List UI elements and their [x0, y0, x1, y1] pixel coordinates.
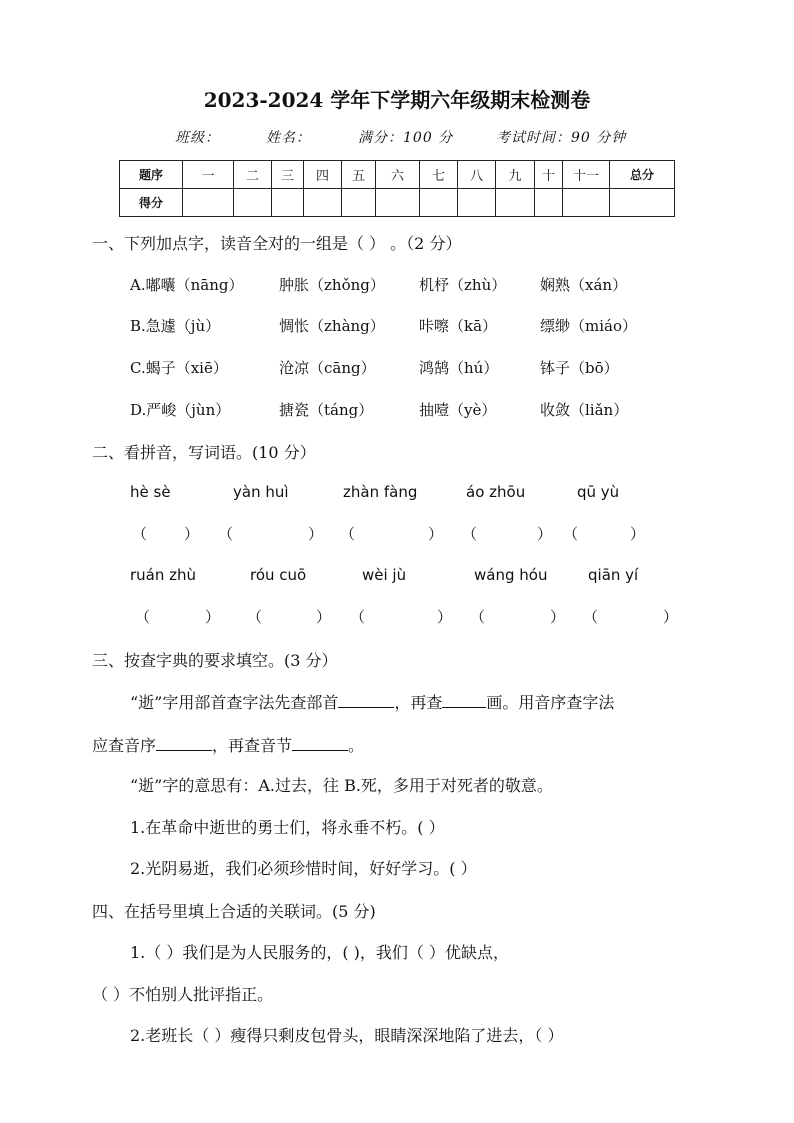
answer-paren-close: ） [550, 608, 566, 626]
pinyin-item: wáng hóu [474, 566, 548, 584]
answer-paren-open: （ [563, 525, 579, 543]
q1-option-a: A.嘟囔（nāng） [130, 276, 244, 294]
q4-item-1-cont: （ ）不怕别人批评指正。 [92, 985, 274, 1004]
answer-paren-close: ） [630, 525, 646, 543]
q3-meaning-line: “逝”字的意思有：A.过去，往 B.死，多用于对死者的敬意。 [130, 776, 553, 795]
q3-text: ，再查 [394, 693, 443, 712]
pinyin-item: qiān yí [588, 566, 639, 584]
q1-word: 钵子（bō） [540, 359, 619, 377]
pinyin-item: wèi jù [362, 566, 407, 584]
q1-option-b: B.急遽（jù） [130, 317, 221, 335]
question-4-title: 四、在括号里填上合适的关联词。(5 分) [92, 902, 376, 921]
table-cell: 题序 [120, 161, 183, 189]
pinyin-item: yàn huì [233, 483, 289, 501]
answer-paren-close: ） [663, 608, 679, 626]
answer-paren-close: ） [205, 608, 221, 626]
q1-word: 咔嚓（kā） [419, 317, 498, 335]
table-cell: 总分 [610, 161, 675, 189]
q1-word: 惆怅（zhàng） [279, 317, 385, 335]
score-cell[interactable] [458, 189, 496, 217]
table-cell: 三 [272, 161, 304, 189]
answer-paren-close: ） [537, 525, 553, 543]
q3-paragraph-1 [130, 690, 614, 713]
score-cell[interactable] [535, 189, 563, 217]
q1-word: 搪瓷（táng） [279, 401, 374, 419]
q3-text: ，再查音节 [212, 736, 293, 755]
answer-paren-open: （ [218, 525, 234, 543]
score-cell[interactable] [183, 189, 234, 217]
answer-paren-open: （ [462, 525, 478, 543]
answer-paren-open: （ [350, 608, 366, 626]
q3-text: 应查音序 [92, 736, 157, 755]
q1-word: 肿胀（zhǒng） [279, 276, 385, 294]
score-cell[interactable] [610, 189, 675, 217]
table-cell: 四 [304, 161, 342, 189]
question-1-title: 一、下列加点字，读音全对的一组是（ ） 。（2 分） [92, 234, 462, 253]
answer-paren-close: ） [437, 608, 453, 626]
answer-paren-open: （ [247, 608, 263, 626]
table-cell: 五 [342, 161, 376, 189]
answer-paren-close: ） [316, 608, 332, 626]
name-field-label: 姓名： [266, 130, 311, 146]
table-cell: 七 [420, 161, 458, 189]
score-cell[interactable] [563, 189, 610, 217]
score-table-score-row [120, 189, 675, 217]
fill-blank[interactable] [338, 691, 394, 708]
score-cell[interactable] [376, 189, 420, 217]
pinyin-item: hè sè [130, 483, 171, 501]
score-table [119, 160, 675, 217]
answer-paren-open: （ [135, 608, 151, 626]
answer-paren-close: ） [308, 525, 324, 543]
q1-word: 机杼（zhù） [419, 276, 507, 294]
exam-time-label: 考试时间：90 分钟 [496, 130, 627, 146]
q3-item-2: 2.光阴易逝，我们必须珍惜时间，好好学习。( ） [130, 859, 477, 878]
q3-paragraph-2 [92, 733, 364, 756]
answer-paren-open: （ [340, 525, 356, 543]
pinyin-item: róu cuō [250, 566, 307, 584]
answer-paren-open: （ [470, 608, 486, 626]
score-cell[interactable] [342, 189, 376, 217]
table-cell: 一 [183, 161, 234, 189]
pinyin-item: zhàn fàng [343, 483, 418, 501]
class-field-label: 班级： [175, 130, 220, 146]
q1-word: 收敛（liǎn） [540, 401, 629, 419]
table-cell: 六 [376, 161, 420, 189]
table-cell: 九 [496, 161, 535, 189]
q1-word: 沧凉（cāng） [279, 359, 376, 377]
page-title: 2023-2024 学年下学期六年级期末检测卷 [203, 88, 591, 112]
q3-text: 画。用音序查字法 [486, 693, 615, 712]
q3-item-1: 1.在革命中逝世的勇士们，将永垂不朽。( ） [130, 818, 445, 837]
score-cell[interactable] [304, 189, 342, 217]
table-cell: 八 [458, 161, 496, 189]
score-table-header-row [120, 161, 675, 189]
fill-blank[interactable] [156, 734, 212, 751]
answer-paren-open: （ [132, 525, 148, 543]
q3-text: 。 [348, 736, 365, 755]
answer-paren-close: ） [184, 525, 200, 543]
fill-blank[interactable] [442, 691, 486, 708]
fill-blank[interactable] [292, 734, 348, 751]
question-3-title: 三、按查字典的要求填空。(3 分） [92, 651, 338, 670]
question-2-title: 二、看拼音，写词语。(10 分） [92, 443, 316, 462]
pinyin-item: qū yù [577, 483, 620, 501]
answer-paren-open: （ [583, 608, 599, 626]
q4-item-1: 1.（ ）我们是为人民服务的，( )，我们（ ）优缺点， [130, 943, 510, 962]
q1-option-d: D.严峻（jùn） [130, 401, 231, 419]
q1-word: 娴熟（xán） [540, 276, 628, 294]
q1-word: 缥缈（miáo） [540, 317, 637, 335]
score-cell[interactable] [272, 189, 304, 217]
full-score-label: 满分：100 分 [358, 130, 454, 146]
score-cell[interactable] [420, 189, 458, 217]
score-cell[interactable] [234, 189, 272, 217]
q1-option-c: C.蝎子（xiē） [130, 359, 228, 377]
q1-word: 鸿鹄（hú） [419, 359, 499, 377]
table-cell: 十 [535, 161, 563, 189]
score-cell[interactable] [496, 189, 535, 217]
table-cell: 得分 [120, 189, 183, 217]
pinyin-item: áo zhōu [466, 483, 526, 501]
table-cell: 十一 [563, 161, 610, 189]
answer-paren-close: ） [428, 525, 444, 543]
pinyin-item: ruán zhù [130, 566, 197, 584]
q4-item-2: 2.老班长（ ）瘦得只剩皮包骨头，眼睛深深地陷了进去，（ ） [130, 1026, 564, 1045]
q3-text: “逝”字用部首查字法先查部首 [130, 693, 339, 712]
q1-word: 抽噎（yè） [419, 401, 497, 419]
table-cell: 二 [234, 161, 272, 189]
